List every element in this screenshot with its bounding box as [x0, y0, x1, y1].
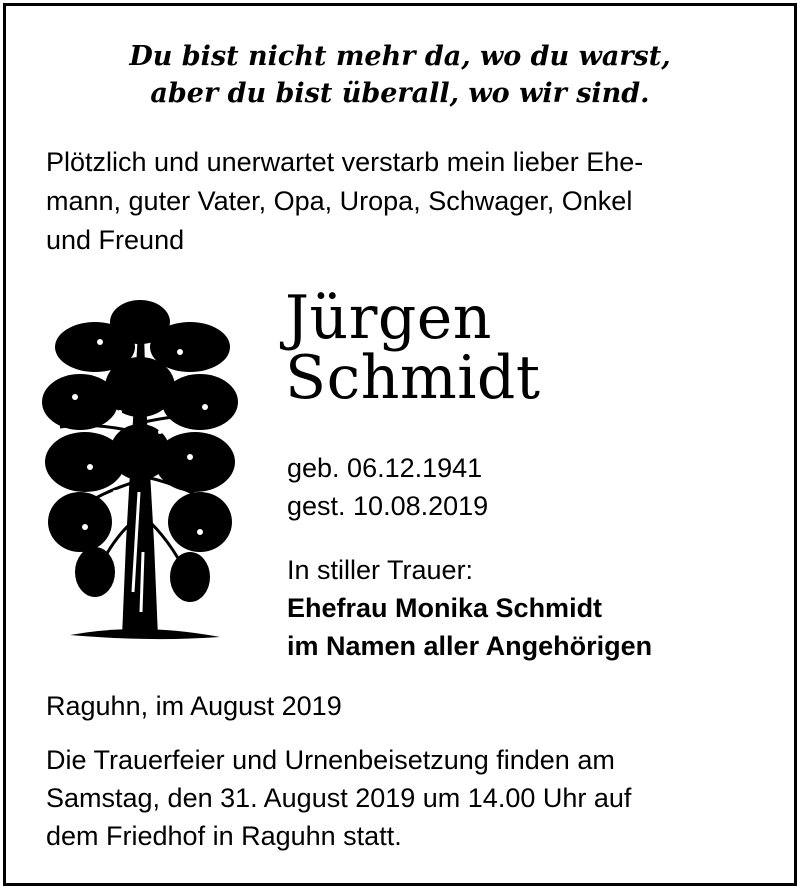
deceased-name: [285, 283, 541, 413]
birth-date: geb. 06.12.1941: [287, 453, 483, 483]
mourners-block: [287, 551, 652, 665]
intro-line-1: Plötzlich und unerwartet verstarb mein lieber Ehe-: [46, 147, 644, 177]
place-date: Raguhn, im August 2019: [46, 691, 342, 721]
first-name: Jürgen: [285, 283, 492, 353]
ceremony-line-3: dem Friedhof in Raguhn statt.: [46, 821, 402, 851]
ceremony-line-2: Samstag, den 31. August 2019 um 14.00 Uhr auf: [46, 783, 632, 813]
ceremony-text: [46, 741, 631, 855]
ceremony-line-1: Die Trauerfeier und Urnenbeisetzung finden am: [46, 745, 615, 775]
mourning-intro: In stiller Trauer:: [287, 555, 474, 585]
relatives-line: im Namen aller Angehörigen: [287, 631, 653, 661]
motto-line-2: aber du bist überall, wo wir sind.: [150, 78, 650, 109]
last-name: Schmidt: [285, 343, 541, 413]
intro-line-3: und Freund: [46, 225, 185, 255]
motto-quote: [0, 38, 800, 112]
intro-line-2: mann, guter Vater, Opa, Uropa, Schwager, Onkel: [46, 186, 633, 216]
motto-line-1: Du bist nicht mehr da, wo du warst,: [129, 41, 671, 72]
intro-text: [46, 143, 766, 260]
life-dates: [287, 449, 488, 525]
birch-tree-icon: [40, 292, 240, 647]
death-date: gest. 10.08.2019: [287, 491, 489, 521]
spouse-name: Ehefrau Monika Schmidt: [287, 593, 603, 623]
